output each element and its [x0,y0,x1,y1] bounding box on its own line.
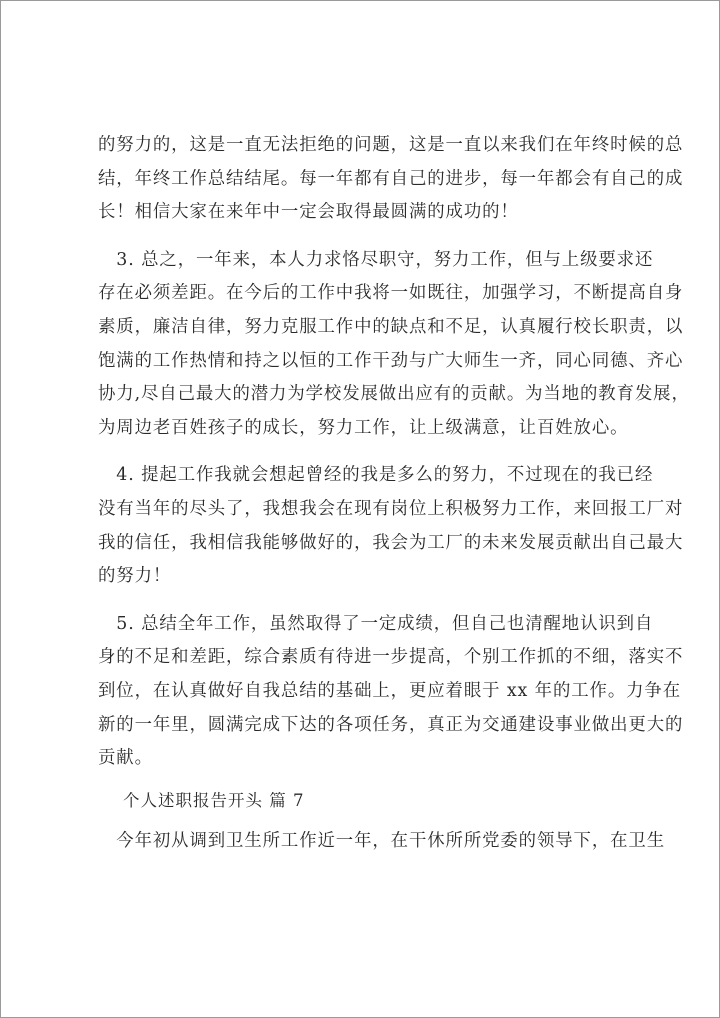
spacer [98,445,638,459]
text-line: 存在必须差距。在今后的工作中我将一如既往，加强学习，不断提高自身 [98,283,684,304]
text-line: 没有当年的尽头了，我想我会在现有岗位上积极努力工作，来回报工厂对 [98,498,684,519]
text-line: 的努力的，这是一直无法拒绝的问题，这是一直以来我们在年终时候的总 [98,135,684,155]
spacer [98,817,638,825]
text-line: 饱满的工作热情和持之以恒的工作干劲与广大师生一齐，同心同德、齐心 [98,350,684,371]
paragraph-2 [98,244,690,446]
spacer [98,776,638,784]
text-line: 身的不足和差距，综合素质有待进一步提高，个别工作抓的不细，落实不 [98,647,684,668]
paragraph-5 [98,825,666,859]
paragraph-3 [98,459,684,593]
section-heading: 个人述职报告开头 篇 7 [123,790,305,810]
text-line: 协力,尽自己最大的潜力为学校发展做出应有的贡献。为当地的教育发展， [98,384,690,405]
spacer [98,594,638,608]
text-line: 的努力！ [98,566,172,587]
text-line: 结，年终工作总结结尾。每一年都有自己的进步，每一年都会有自己的成 [98,168,684,189]
text-line: 3. 总之，一年来，本人力求恪尽职守，努力工作，但与上级要求还 [98,249,654,270]
text-line: 新的一年里，圆满完成下达的各项任务，真正为交通建设事业做出更大的 [98,714,684,735]
text-line: 到位，在认真做好自我总结的基础上，更应着眼于 xx 年的工作。力争在 [98,680,681,701]
paragraph-1 [98,129,684,230]
text-line: 我的信任，我相信我能够做好的，我会为工厂的未来发展贡献出自己最大 [98,532,684,553]
spacer [98,230,638,244]
text-line: 长！相信大家在来年中一定会取得最圆满的成功的！ [98,202,519,223]
text-line: 4. 提起工作我就会想起曾经的我是多么的努力，不过现在的我已经 [98,465,654,486]
text-line: 贡献。 [98,748,153,769]
text-line: 5. 总结全年工作，虽然取得了一定成绩，但自己也清醒地认识到自 [98,613,654,634]
paragraph-4 [98,608,684,776]
document-body [98,129,690,858]
text-line: 今年初从调到卫生所工作近一年，在干休所所党委的领导下，在卫生 [98,830,666,851]
text-line: 素质，廉洁自律，努力克服工作中的缺点和不足，认真履行校长职责，以 [98,316,684,337]
text-line: 为周边老百姓孩子的成长，努力工作，让上级满意，让百姓放心。 [98,417,629,438]
